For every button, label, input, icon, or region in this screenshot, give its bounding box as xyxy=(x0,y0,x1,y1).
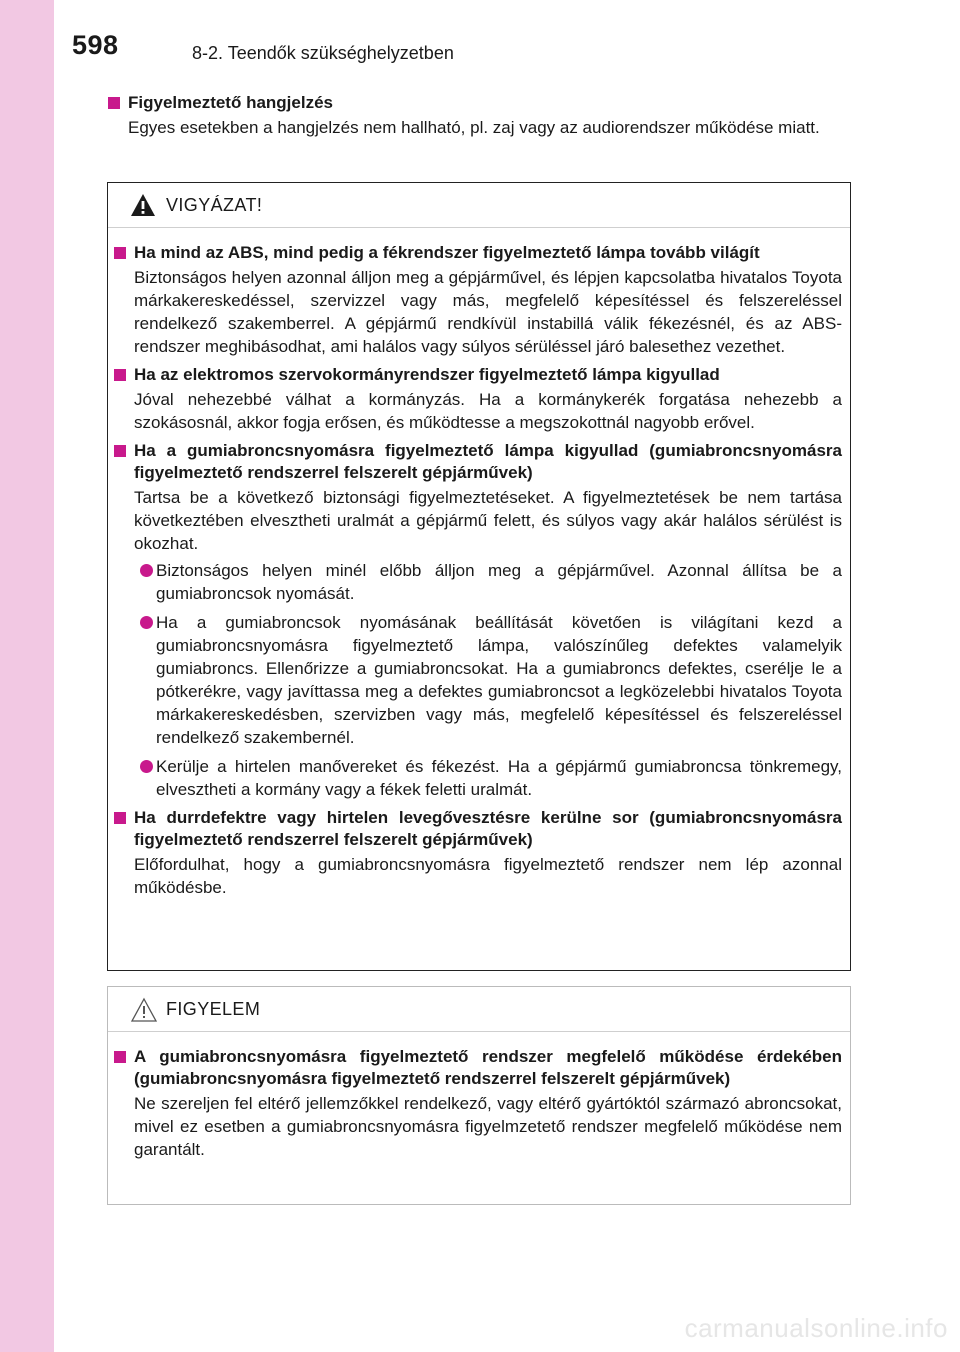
sub-bullet: Ha a gumiabroncsok nyomásának beállítását követően is világítani kezd a gumiabroncsnyomásra figyelmeztető lámpa, valószínűleg defektes valamelyik gumiabroncs. Ellenőrizze a gumiabroncsokat. Ha a gumiabroncs defektes, cserélje le a pótkerékre, vagy javíttassa meg a defektes gumiabroncsot a legközelebbi hivatalos Toyota márkakereskedésben, szervizben vagy más, megfelelő képesítéssel és felszereléssel rendelkező szakembernél. xyxy=(114,611,842,749)
warning-item xyxy=(114,364,842,434)
notice-title: FIGYELEM xyxy=(166,999,261,1019)
circle-bullet-icon xyxy=(140,616,153,629)
intro-section xyxy=(108,92,850,139)
notice-item xyxy=(114,1046,842,1161)
square-bullet-icon xyxy=(114,1051,126,1063)
notice-header xyxy=(108,987,850,1032)
circle-bullet-icon xyxy=(140,564,153,577)
warning-item-text: Biztonságos helyen azonnal álljon meg a gépjárművel, és lépjen kapcsolatba hivatalos Toyota márkakereskedéssel, szervizzel vagy más, megfelelő képesítéssel és felszereléssel rendelkező szakemberrel. A gépjármű rendkívül instabillá válik fékezésnél, és az ABS-rendszer meghibásodhat, ami halálos vagy súlyos sérüléssel járó balesethez vezethet. xyxy=(134,268,842,356)
page-number: 598 xyxy=(72,30,119,60)
warning-title: VIGYÁZAT! xyxy=(166,195,263,215)
warning-item xyxy=(114,242,842,358)
warning-item xyxy=(114,440,842,801)
square-bullet-icon xyxy=(108,97,120,109)
intro-heading: Figyelmeztető hangjelzés xyxy=(128,93,333,112)
notice-item-text: Ne szereljen fel eltérő jellemzőkkel rendelkező, vagy eltérő gyártóktól származó abroncsokat, mivel ez esetben a gumiabroncsnyomásra figyelmzetető rendszer megfelelő működése nem garantált. xyxy=(134,1094,842,1159)
section-title: 8-2. Teendők szükséghelyzetben xyxy=(192,43,454,63)
warning-box xyxy=(107,182,851,971)
warning-triangle-icon xyxy=(130,193,156,217)
warning-item xyxy=(114,807,842,899)
warning-item-heading: Ha a gumiabroncsnyomásra figyelmeztető lámpa kigyullad (gumiabroncsnyomásra figyelmeztető rendszerrel felszerelt gépjárművek) xyxy=(134,441,842,482)
notice-box xyxy=(107,986,851,1205)
notice-item-heading: A gumiabroncsnyomásra figyelmeztető rendszer megfelelő működése érdekében (gumiabroncsnyomásra figyelmeztető rendszerrel felszerelt gépjárművek) xyxy=(134,1047,842,1088)
circle-bullet-icon xyxy=(140,760,153,773)
intro-text: Egyes esetekben a hangjelzés nem hallható, pl. zaj vagy az audiorendszer működése miatt. xyxy=(128,118,820,137)
warning-item-heading: Ha durrdefektre vagy hirtelen levegővesztésre kerülne sor (gumiabroncsnyomásra figyelmeztető rendszerrel felszerelt gépjárművek) xyxy=(134,808,842,849)
square-bullet-icon xyxy=(114,369,126,381)
side-tab xyxy=(0,0,54,1352)
sub-bullet: Biztonságos helyen minél előbb álljon meg a gépjárművel. Azonnal állítsa be a gumiabroncsok nyomását. xyxy=(114,559,842,605)
sub-bullet: Kerülje a hirtelen manővereket és fékezést. Ha a gépjármű gumiabroncsa tönkremegy, elvesztheti a kormány vagy a fékek feletti uralmát. xyxy=(114,755,842,801)
warning-item-text: Jóval nehezebbé válhat a kormányzás. Ha a kormánykerék forgatása nehezebb a szokásosnál, akkor fogja erősen, és működtesse a megszokottnál nagyobb erővel. xyxy=(134,390,842,432)
square-bullet-icon xyxy=(114,812,126,824)
warning-item-heading: Ha mind az ABS, mind pedig a fékrendszer figyelmeztető lámpa tovább világít xyxy=(134,243,760,262)
square-bullet-icon xyxy=(114,247,126,259)
watermark: carmanualsonline.info xyxy=(684,1313,948,1343)
warning-item-heading: Ha az elektromos szervokormányrendszer figyelmeztető lámpa kigyullad xyxy=(134,365,720,384)
square-bullet-icon xyxy=(114,445,126,457)
warning-header xyxy=(108,183,850,228)
caution-triangle-outline-icon xyxy=(130,997,158,1023)
warning-item-text: Tartsa be a következő biztonsági figyelmeztetéseket. A figyelmeztetések be nem tartása következtében elvesztheti uralmát a gépjármű felett, és súlyos vagy akár halálos sérülést is okozhat. xyxy=(134,488,842,553)
warning-item-text: Előfordulhat, hogy a gumiabroncsnyomásra figyelmeztető rendszer nem lép azonnal működésbe. xyxy=(134,855,842,897)
